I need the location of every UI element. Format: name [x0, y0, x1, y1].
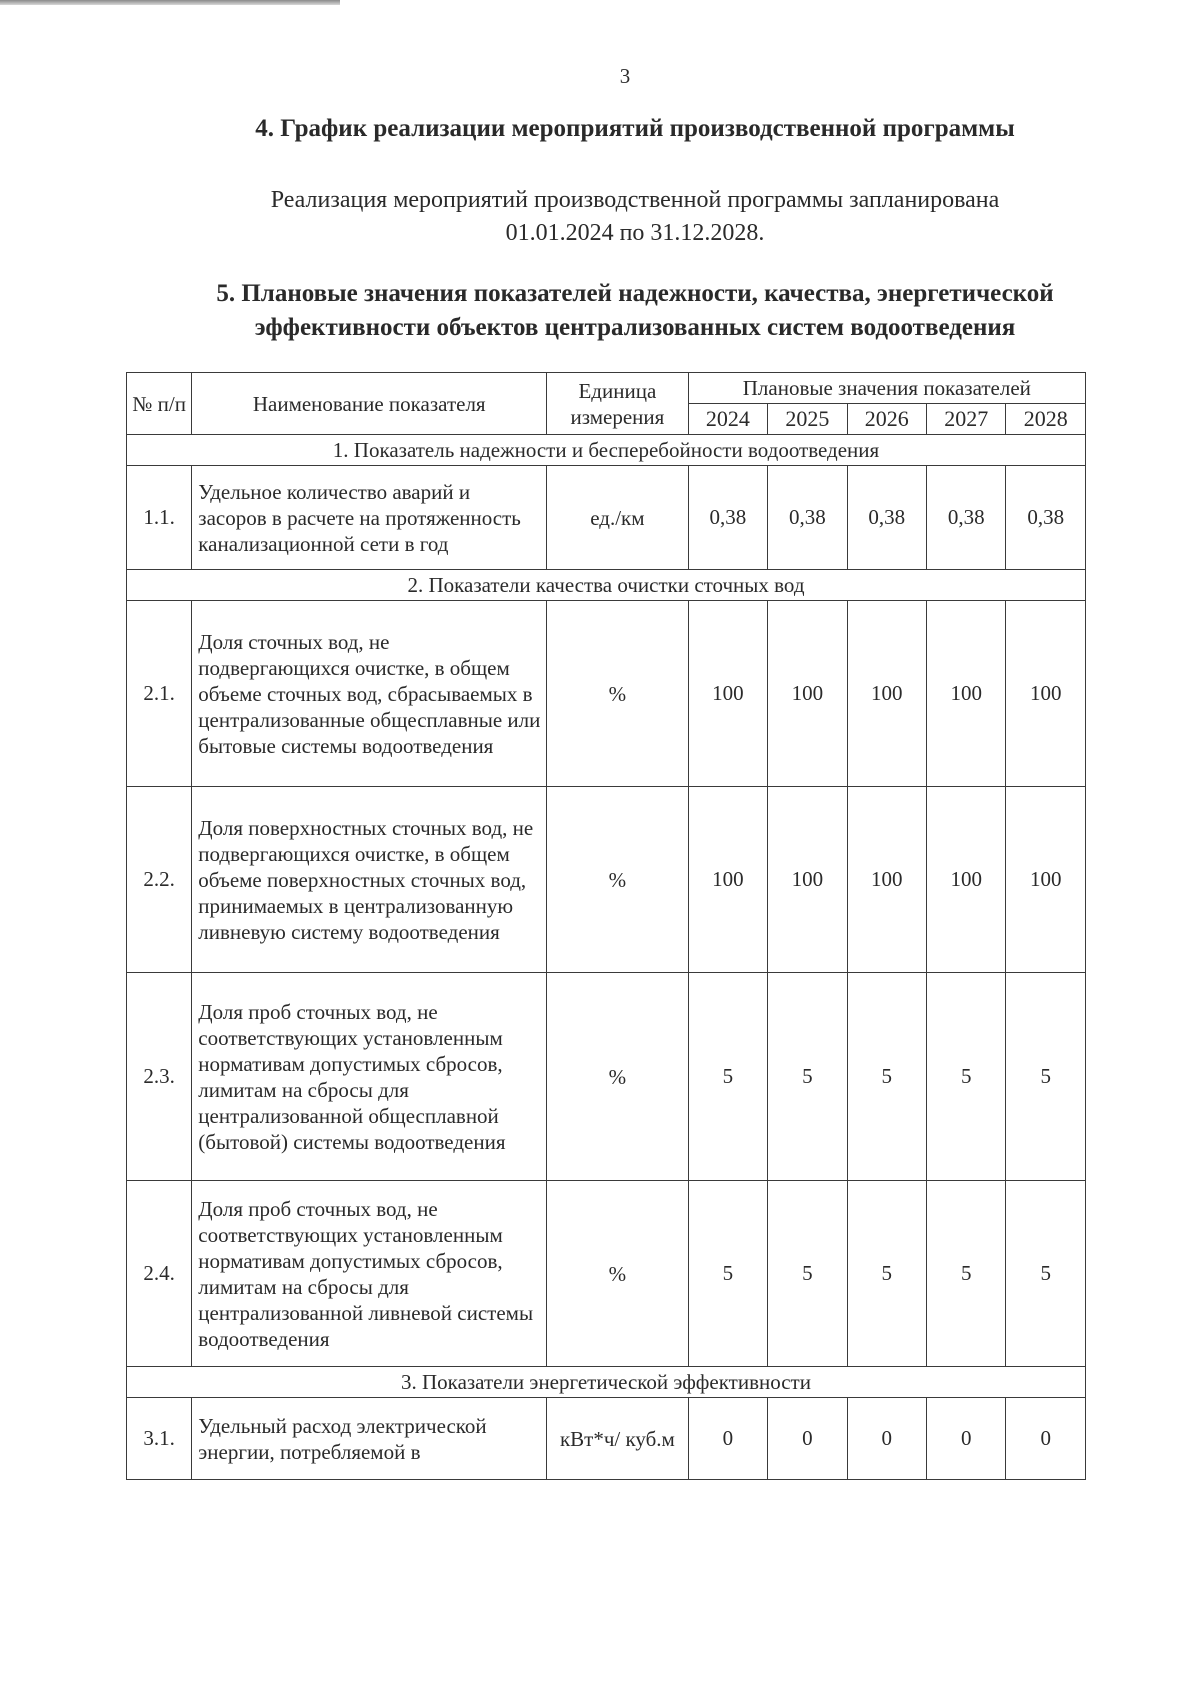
table-row	[127, 601, 1086, 787]
header-year: 2024	[688, 404, 767, 435]
value-cell: 100	[768, 787, 847, 973]
indicator-name: Доля проб сточных вод, не соответствующих установленным нормативам допустимых сбросов, лимитам на сбросы для централизованной общесплавной (бытовой) системы водоотведения	[192, 973, 547, 1181]
header-row	[127, 373, 1086, 404]
table-row	[127, 787, 1086, 973]
header-year: 2025	[768, 404, 847, 435]
value-cell: 5	[847, 1181, 926, 1367]
page-number: 3	[619, 64, 631, 88]
table-row	[127, 466, 1086, 570]
indicator-name: Доля проб сточных вод, не соответствующих установленным нормативам допустимых сбросов, лимитам на сбросы для централизованной ливневой системы водоотведения	[192, 1181, 547, 1367]
value-cell: 0	[768, 1398, 847, 1480]
value-cell: 5	[1006, 1181, 1086, 1367]
table-row	[127, 1398, 1086, 1480]
header-name: Наименование показателя	[192, 373, 547, 435]
unit-cell: %	[547, 973, 689, 1181]
value-cell: 0	[688, 1398, 767, 1480]
header-num: № п/п	[127, 373, 192, 435]
section-row	[127, 435, 1086, 466]
section-row	[127, 570, 1086, 601]
unit-cell: %	[547, 601, 689, 787]
value-cell: 0	[847, 1398, 926, 1480]
value-cell: 5	[768, 973, 847, 1181]
value-cell: 5	[927, 973, 1006, 1181]
scan-edge	[0, 0, 340, 5]
value-cell: 100	[768, 601, 847, 787]
value-cell: 5	[688, 1181, 767, 1367]
section-title-cell: 2. Показатели качества очистки сточных вод	[127, 570, 1086, 601]
value-cell: 0,38	[927, 466, 1006, 570]
unit-cell: %	[547, 1181, 689, 1367]
section-title-cell: 1. Показатель надежности и бесперебойности водоотведения	[127, 435, 1086, 466]
value-cell: 100	[688, 787, 767, 973]
value-cell: 5	[847, 973, 926, 1181]
row-number: 2.4.	[127, 1181, 192, 1367]
section-title-cell: 3. Показатели энергетической эффективности	[127, 1367, 1086, 1398]
header-year: 2028	[1006, 404, 1086, 435]
unit-cell: ед./км	[547, 466, 689, 570]
table-row	[127, 1181, 1086, 1367]
section-4-title: 4. График реализации мероприятий производственной программы	[255, 115, 1015, 142]
section-5-title-line1: 5. Плановые значения показателей надежности, качества, энергетической	[216, 280, 1054, 307]
value-cell: 100	[847, 601, 926, 787]
section-row	[127, 1367, 1086, 1398]
value-cell: 5	[688, 973, 767, 1181]
section-4-text-line1: Реализация мероприятий производственной программы запланирована	[270, 187, 1000, 213]
section-5-title	[140, 277, 1130, 345]
unit-cell: кВт*ч/ куб.м	[547, 1398, 689, 1480]
value-cell: 5	[927, 1181, 1006, 1367]
section-4-text-line2: 01.01.2024 по 31.12.2028.	[505, 220, 765, 246]
value-cell: 100	[1006, 787, 1086, 973]
indicator-name: Удельное количество аварий и засоров в расчете на протяженность канализационной сети в год	[192, 466, 547, 570]
header-planned: Плановые значения показателей	[688, 373, 1085, 404]
value-cell: 0,38	[688, 466, 767, 570]
header-year: 2027	[927, 404, 1006, 435]
value-cell: 0	[927, 1398, 1006, 1480]
value-cell: 100	[1006, 601, 1086, 787]
row-number: 3.1.	[127, 1398, 192, 1480]
value-cell: 100	[927, 601, 1006, 787]
indicator-name: Удельный расход электрической энергии, потребляемой в	[192, 1398, 547, 1480]
row-number: 2.3.	[127, 973, 192, 1181]
value-cell: 5	[768, 1181, 847, 1367]
row-number: 1.1.	[127, 466, 192, 570]
unit-cell: %	[547, 787, 689, 973]
indicator-name: Доля сточных вод, не подвергающихся очистке, в общем объеме сточных вод, сбрасываемых в централизованные общесплавные или бытовые системы водоотведения	[192, 601, 547, 787]
section-5-title-line2: эффективности объектов централизованных систем водоотведения	[254, 314, 1016, 341]
value-cell: 0,38	[768, 466, 847, 570]
value-cell: 0,38	[1006, 466, 1086, 570]
value-cell: 100	[847, 787, 926, 973]
indicator-name: Доля поверхностных сточных вод, не подвергающихся очистке, в общем объеме поверхностных сточных вод, принимаемых в централизованную ливневую систему водоотведения	[192, 787, 547, 973]
value-cell: 0,38	[847, 466, 926, 570]
table-row	[127, 973, 1086, 1181]
row-number: 2.2.	[127, 787, 192, 973]
value-cell: 5	[1006, 973, 1086, 1181]
value-cell: 100	[927, 787, 1006, 973]
section-4-text	[140, 184, 1130, 250]
indicators-table	[126, 372, 1086, 1480]
header-unit: Единица измерения	[547, 373, 689, 435]
header-year: 2026	[847, 404, 926, 435]
row-number: 2.1.	[127, 601, 192, 787]
value-cell: 0	[1006, 1398, 1086, 1480]
value-cell: 100	[688, 601, 767, 787]
